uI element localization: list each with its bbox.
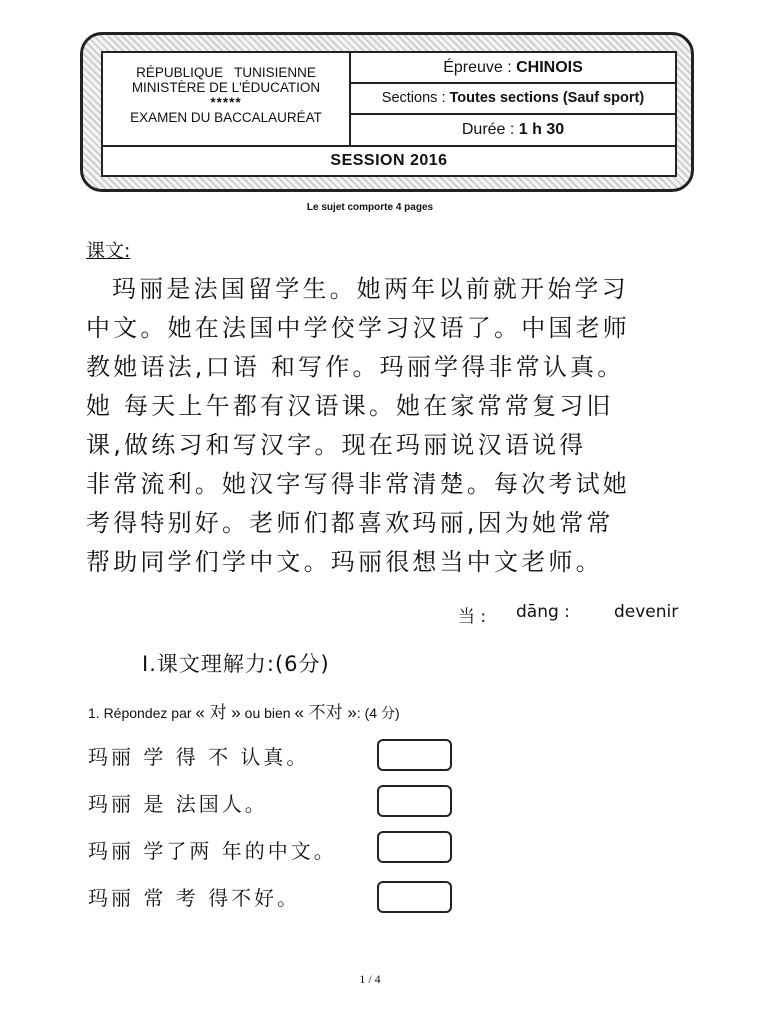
exam-text: EXAMEN DU BACCALAURÉAT — [130, 110, 322, 125]
statement: 玛丽 学 得 不 认真。 — [88, 745, 310, 769]
sections-row — [351, 84, 675, 115]
passage-line: 课,做练习和写汉字。现在玛丽说汉语说得 — [86, 431, 587, 459]
duree-row — [351, 115, 675, 145]
reading-passage — [86, 270, 692, 582]
passage-line: 她 每天上午都有汉语课。她在家常常复习旧 — [86, 392, 614, 420]
option-false: « 不对 » — [294, 703, 357, 722]
question-instruction — [88, 698, 400, 723]
statement: 玛丽 是 法国人。 — [88, 792, 268, 816]
republic-text: RÉPUBLIQUE TUNISIENNE — [136, 65, 316, 80]
passage-line: 中文。她在法国中学佼学习汉语了。中国老师 — [86, 314, 630, 342]
vocab-pinyin: dāng : — [516, 602, 570, 622]
stars-text: ***** — [210, 95, 242, 110]
answer-box[interactable] — [377, 831, 452, 863]
sections-label: Sections : — [381, 90, 450, 106]
duree-value: 1 h 30 — [518, 121, 565, 138]
question-prefix: 1. Répondez par — [88, 705, 196, 721]
answer-box[interactable] — [377, 785, 452, 817]
ministry-block — [103, 53, 351, 145]
answer-box[interactable] — [377, 881, 452, 913]
sections-value: Toutes sections (Sauf sport) — [449, 90, 645, 106]
passage-line: 教她语法,口语 和写作。玛丽学得非常认真。 — [86, 353, 625, 381]
section-title: I.课文理解力:(6分) — [142, 652, 330, 676]
statement: 玛丽 常 考 得不好。 — [88, 886, 301, 910]
passage-line: 帮助同学们学中文。玛丽很想当中文老师。 — [86, 548, 603, 576]
passage-line: 非常流利。她汉字写得非常清楚。每次考试她 — [86, 470, 630, 498]
epreuve-row — [351, 53, 675, 84]
page-number: 1 / 4 — [359, 972, 381, 986]
header-table — [101, 51, 677, 177]
vocab-word: 当 : — [458, 607, 487, 627]
ministry-text: MINISTÈRE DE L'ÉDUCATION — [131, 80, 321, 95]
question-middle: ou bien — [240, 705, 295, 721]
question-points: : (4 分) — [356, 705, 400, 721]
epreuve-label: Épreuve : — [443, 59, 517, 76]
page-count-note: Le sujet comporte 4 pages — [306, 202, 434, 213]
answer-box[interactable] — [377, 739, 452, 771]
passage-line: 考得特别好。老师们都喜欢玛丽,因为她常常 — [86, 509, 614, 537]
option-true: « 对 » — [195, 703, 241, 722]
statement: 玛丽 学了两 年的中文。 — [88, 839, 337, 863]
epreuve-value: CHINOIS — [516, 59, 583, 76]
passage-line: 玛丽是法国留学生。她两年以前就开始学习 — [112, 275, 629, 303]
vocab-meaning: devenir — [614, 602, 679, 622]
text-section-label: 课文: — [86, 240, 131, 262]
duree-label: Durée : — [461, 121, 519, 138]
session-row: SESSION 2016 — [103, 145, 675, 175]
